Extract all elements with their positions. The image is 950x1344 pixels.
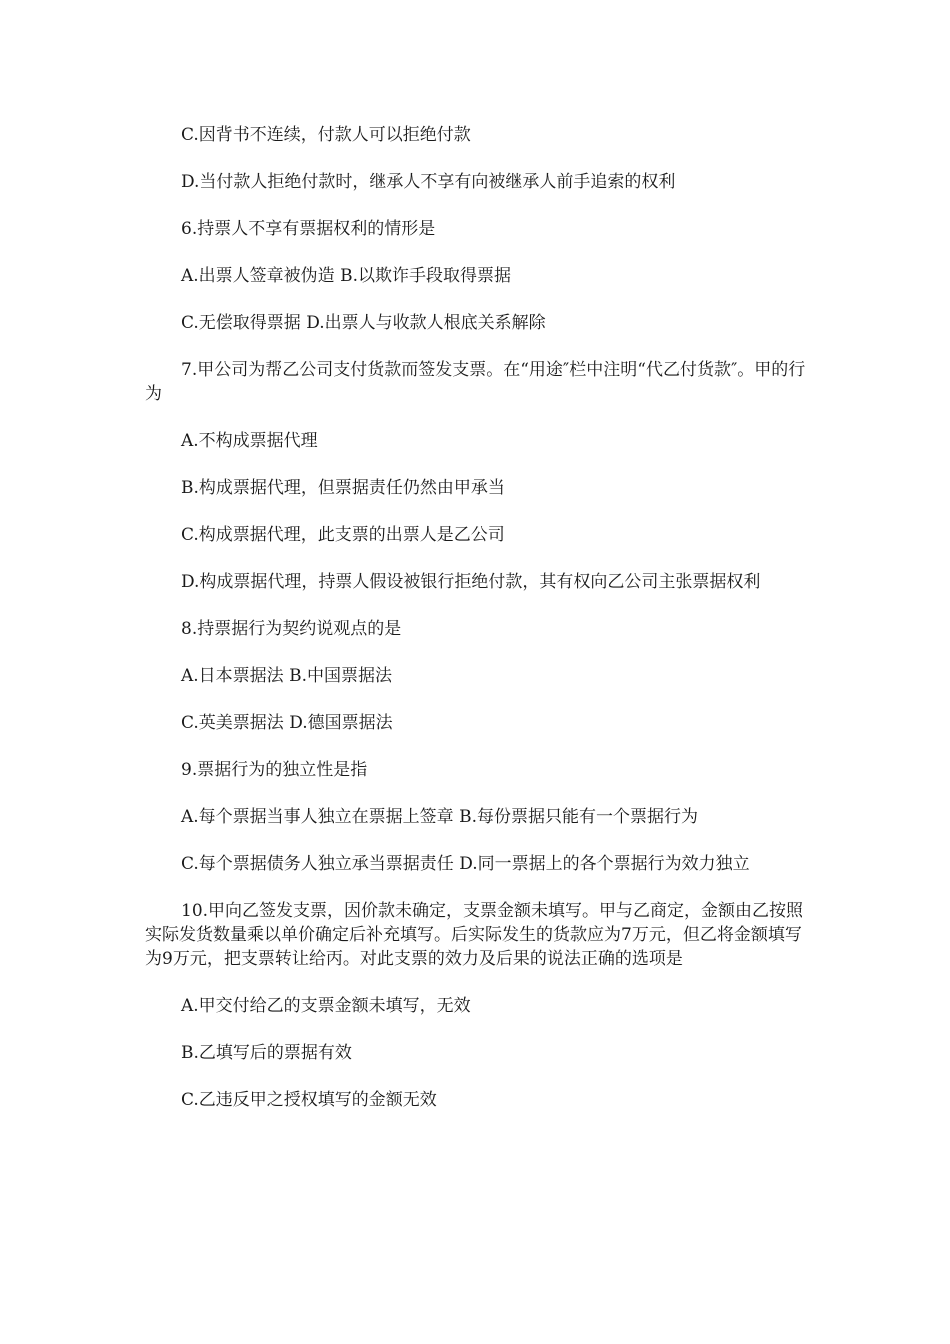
question-6-options-cd: C.无偿取得票据 D.出票人与收款人根底关系解除 (181, 313, 546, 333)
question-7-option-b: B.构成票据代理，但票据责任仍然由甲承当 (181, 478, 505, 498)
question-7-option-d: D.构成票据代理，持票人假设被银行拒绝付款，其有权向乙公司主张票据权利 (181, 572, 761, 592)
question-8-options-ab: A.日本票据法 B.中国票据法 (181, 666, 392, 686)
question-7: 7.甲公司为帮乙公司支付货款而签发支票。在“用途″栏中注明“代乙付货款″。甲的行为 (145, 360, 806, 404)
question-6-options-ab: A.出票人签章被伪造 B.以欺诈手段取得票据 (181, 266, 511, 286)
question-8-options-cd: C.英美票据法 D.德国票据法 (181, 713, 393, 733)
option-d-heir-recourse: D.当付款人拒绝付款时，继承人不享有向被继承人前手追索的权利 (181, 172, 676, 192)
question-10: 10.甲向乙签发支票，因价款未确定，支票金额未填写。甲与乙商定，金额由乙按照实际发货数量乘以单价确定后补充填写。后实际发生的货款应为7万元，但乙将金额填写为9万元，把支票转让给丙。对此支票的效力及后果的说法正确的选项是 (145, 901, 804, 969)
question-9-options-ab: A.每个票据当事人独立在票据上签章 B.每份票据只能有一个票据行为 (181, 807, 698, 827)
question-6: 6.持票人不享有票据权利的情形是 (181, 219, 436, 239)
question-7-option-a: A.不构成票据代理 (181, 431, 318, 451)
question-9: 9.票据行为的独立性是指 (181, 760, 368, 780)
question-10-option-c: C.乙违反甲之授权填写的金额无效 (181, 1090, 437, 1110)
question-8: 8.持票据行为契约说观点的是 (181, 619, 402, 639)
question-10-option-b: B.乙填写后的票据有效 (181, 1043, 352, 1063)
question-9-options-cd: C.每个票据债务人独立承当票据责任 D.同一票据上的各个票据行为效力独立 (181, 854, 750, 874)
question-7-option-c: C.构成票据代理，此支票的出票人是乙公司 (181, 525, 505, 545)
question-10-option-a: A.甲交付给乙的支票金额未填写，无效 (181, 996, 471, 1016)
document-body (145, 123, 810, 1135)
option-c-endorsement: C.因背书不连续，付款人可以拒绝付款 (181, 125, 471, 145)
